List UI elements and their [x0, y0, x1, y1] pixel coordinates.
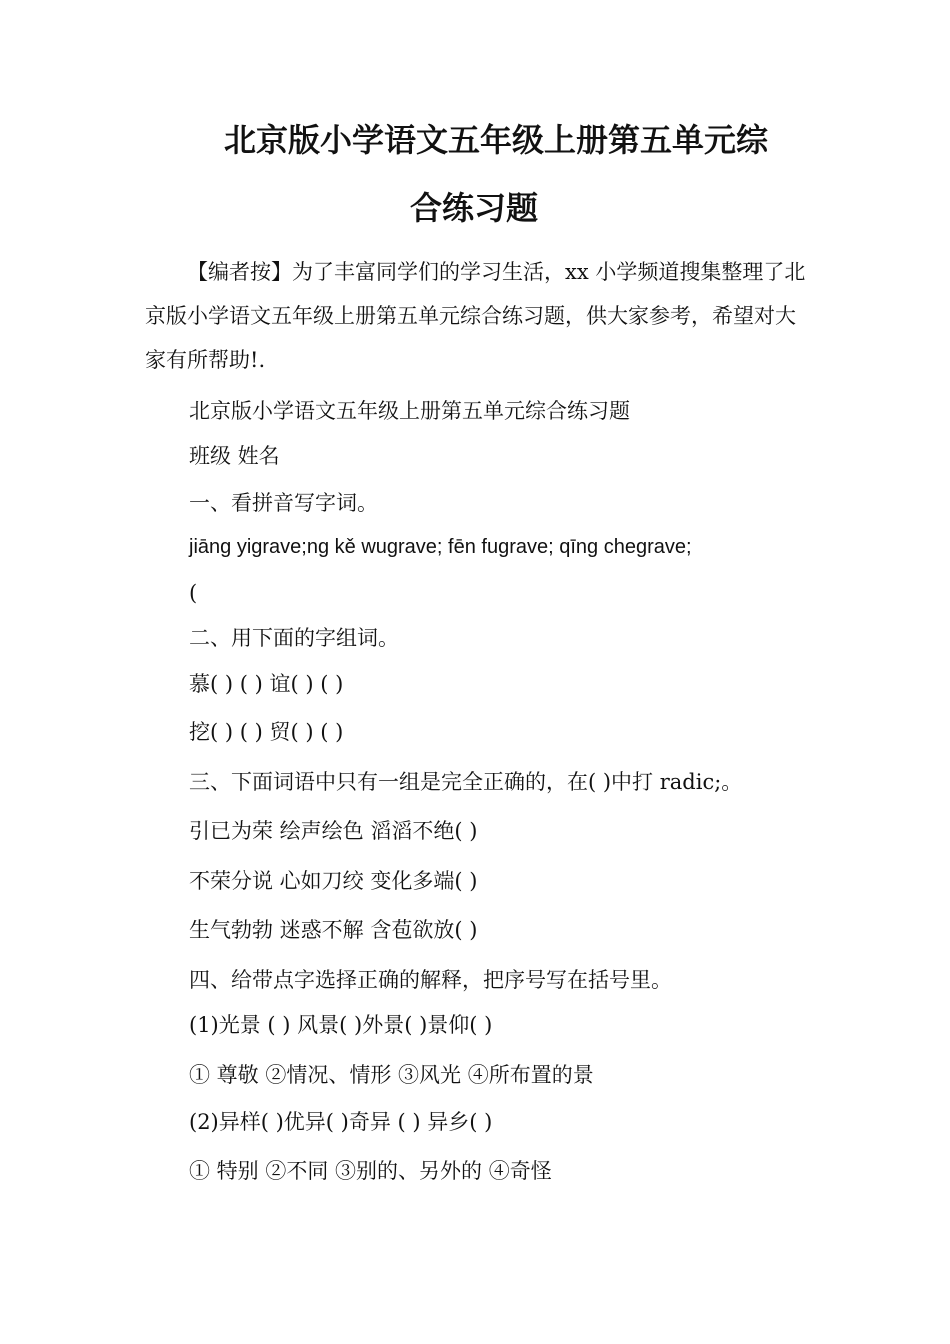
choice-line-2: 不荣分说 心如刀绞 变化多端( ): [189, 869, 478, 893]
document-title-line-1: 北京版小学语文五年级上册第五单元综: [224, 121, 769, 159]
choice-line-1: 引已为荣 绘声绘色 滔滔不绝( ): [189, 819, 478, 843]
word-group-line-2: 挖( ) ( ) 贸( ) ( ): [189, 720, 344, 744]
word-group-line-1: 慕( ) ( ) 谊( ) ( ): [189, 672, 344, 696]
section-2-heading: 二、用下面的字组词。: [189, 626, 399, 650]
blank-bracket-line: (: [189, 581, 198, 605]
subtitle-line: 北京版小学语文五年级上册第五单元综合练习题: [189, 399, 630, 423]
section-4-heading: 四、给带点字选择正确的解释，把序号写在括号里。: [189, 968, 672, 992]
section-3-heading: 三、下面词语中只有一组是完全正确的，在( )中打 radic;。: [189, 770, 743, 794]
choice-line-3: 生气勃勃 迷惑不解 含苞欲放( ): [189, 918, 478, 942]
class-name-line: 班级 姓名: [189, 444, 280, 468]
document-title-line-2: 合练习题: [410, 189, 539, 227]
editor-note-paragraph: 【编者按】为了丰富同学们的学习生活，xx 小学频道搜集整理了北京版小学语文五年级上册第五单元综合练习题，供大家参考，希望对大家有所帮助!.: [145, 260, 806, 372]
section-1-heading: 一、看拼音写字词。: [189, 491, 378, 515]
pinyin-line: jiāng yigrave;ng kě wugrave; fēn fugrave; qīng chegrave;: [189, 536, 692, 558]
question-4-1-line: (1)光景 ( ) 风景( )外景( )景仰( ): [189, 1013, 493, 1037]
question-4-1-options: ① 尊敬 ②情况、情形 ③风光 ④所布置的景: [189, 1063, 594, 1087]
question-4-2-options: ① 特别 ②不同 ③别的、另外的 ④奇怪: [189, 1159, 552, 1183]
question-4-2-line: (2)异样( )优异( )奇异 ( ) 异乡( ): [189, 1110, 493, 1134]
